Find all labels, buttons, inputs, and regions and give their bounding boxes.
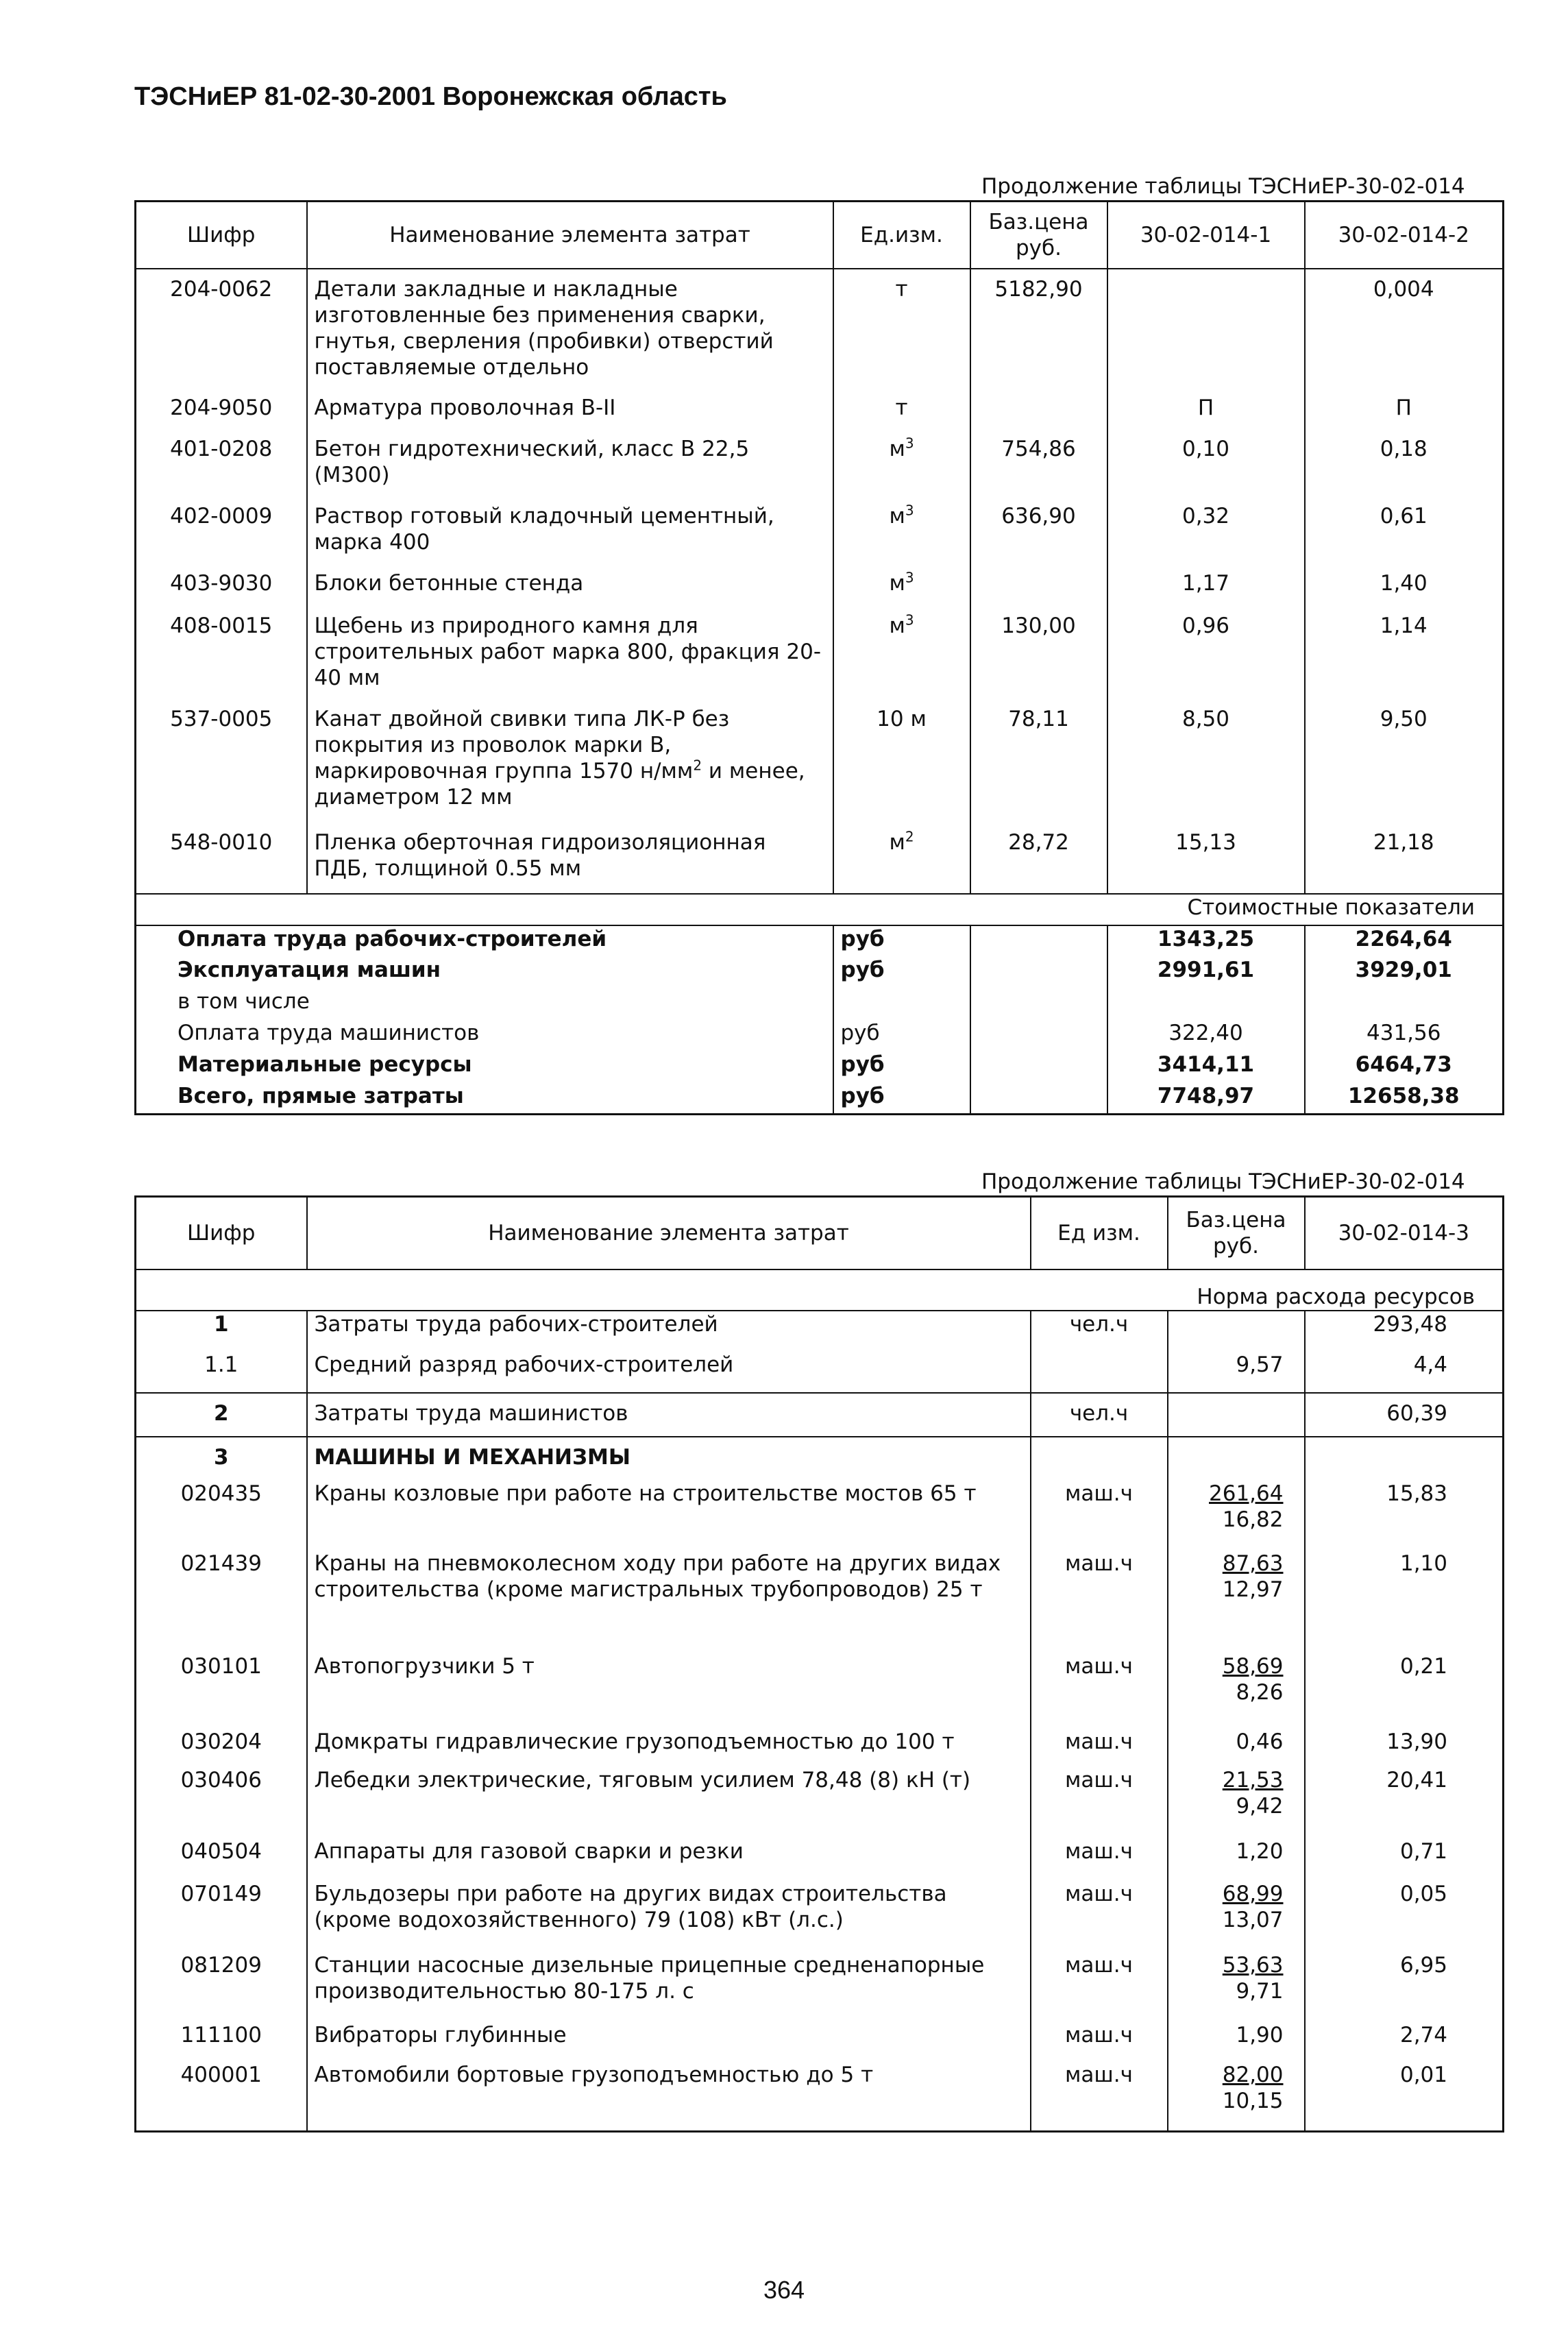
- cost-value-2: 431,56: [1305, 1020, 1504, 1052]
- row-value-1: 0,10: [1107, 436, 1305, 503]
- cost-value-1: 7748,97: [1107, 1083, 1305, 1115]
- table-row: [136, 1551, 1504, 1653]
- row-name: Пленка оберточная гидроизоляционная ПДБ, толщиной 0.55 мм: [307, 829, 833, 894]
- row-price: 78,11: [970, 706, 1107, 829]
- row-unit: чел.ч: [1031, 1311, 1168, 1352]
- row-norm: 1,10: [1305, 1551, 1504, 1653]
- row-price: 9,57: [1168, 1352, 1305, 1393]
- row-code: 1: [213, 1311, 229, 1337]
- col-header-unit: Ед изм.: [1031, 1197, 1168, 1269]
- col-header-30-02-014-3: 30-02-014-3: [1305, 1197, 1504, 1269]
- row-norm: 6,95: [1305, 1952, 1504, 2022]
- cost-value-1: [1107, 988, 1305, 1020]
- row-value-2: 21,18: [1305, 829, 1504, 894]
- cost-price-empty: [970, 1020, 1107, 1052]
- row-price: [1168, 1311, 1305, 1352]
- col-header-price: Баз.цена руб.: [1168, 1197, 1305, 1269]
- cost-header-row: [136, 894, 1504, 925]
- cost-label: в том числе: [177, 988, 310, 1014]
- row-name: Арматура проволочная В-II: [307, 395, 833, 436]
- row-code: 081209: [180, 1952, 262, 1978]
- col-header-price: Баз.цена руб.: [970, 202, 1107, 269]
- row-unit: $м^2$: [833, 829, 970, 894]
- row-code: 408-0015: [170, 613, 273, 638]
- row-norm: 13,90: [1305, 1729, 1504, 1767]
- row-name: Затраты труда рабочих-строителей: [307, 1311, 1031, 1352]
- row-price: [970, 395, 1107, 436]
- row-value-1: 0,32: [1107, 503, 1305, 570]
- row-code: 548-0010: [170, 829, 273, 855]
- row-name: Станции насосные дизельные прицепные средненапорные производительностью 80-175 л. с: [307, 1952, 1031, 2022]
- page-title: ТЭСНиЕР 81-02-30-2001 Воронежская область: [134, 82, 727, 111]
- row-price: 53,63 9,71: [1168, 1952, 1305, 2022]
- row-unit: $м^3$: [833, 570, 970, 613]
- cost-value-2: 6464,73: [1305, 1052, 1504, 1083]
- cost-unit: [833, 988, 970, 1020]
- row-value-1: 1,17: [1107, 570, 1305, 613]
- row-name: Краны козловые при работе на строительстве мостов 65 т: [307, 1475, 1031, 1551]
- cost-row: [136, 957, 1504, 988]
- cost-label: Эксплуатация машин: [177, 957, 441, 982]
- row-price: 87,63 12,97: [1168, 1551, 1305, 1653]
- row-name: Затраты труда машинистов: [307, 1393, 1031, 1437]
- row-unit: маш.ч: [1031, 1475, 1168, 1551]
- cost-header: Стоимостные показатели: [136, 894, 1504, 925]
- row-value-1: П: [1107, 395, 1305, 436]
- col-header-name: Наименование элемента затрат: [307, 1197, 1031, 1269]
- row-unit: $м^3$: [833, 613, 970, 706]
- row-code: 401-0208: [170, 436, 273, 461]
- row-unit: [1031, 1437, 1168, 1475]
- row-value-2: 0,61: [1305, 503, 1504, 570]
- cost-row: [136, 1020, 1504, 1052]
- row-unit: [1031, 1352, 1168, 1393]
- cost-row: [136, 988, 1504, 1020]
- row-price: 68,99 13,07: [1168, 1881, 1305, 1952]
- table-row: [136, 1653, 1504, 1729]
- row-price: 1,90: [1168, 2022, 1305, 2062]
- table-row: [136, 1437, 1504, 1475]
- row-unit: маш.ч: [1031, 1767, 1168, 1838]
- row-norm: 15,83: [1305, 1475, 1504, 1551]
- row-unit: $м^3$: [833, 503, 970, 570]
- col-header-30-02-014-1: 30-02-014-1: [1107, 202, 1305, 269]
- row-unit: $м^3$: [833, 436, 970, 503]
- row-value-1: 15,13: [1107, 829, 1305, 894]
- row-name: Блоки бетонные стенда: [307, 570, 833, 613]
- table-row: [136, 1952, 1504, 2022]
- table-row: [136, 395, 1504, 436]
- page-number: 364: [763, 2276, 805, 2304]
- row-code: 030406: [180, 1767, 262, 1793]
- row-name: Щебень из природного камня для строительных работ марка 800, фракция 20-40 мм: [307, 613, 833, 706]
- table-row: [136, 1729, 1504, 1767]
- row-code: 204-9050: [170, 395, 273, 420]
- cost-value-1: 322,40: [1107, 1020, 1305, 1052]
- row-name: Аппараты для газовой сварки и резки: [307, 1838, 1031, 1881]
- row-norm: 20,41: [1305, 1767, 1504, 1838]
- row-price: 636,90: [970, 503, 1107, 570]
- row-price: 28,72: [970, 829, 1107, 894]
- row-name: Бетон гидротехнический, класс В 22,5 (М300): [307, 436, 833, 503]
- row-code: 040504: [180, 1838, 262, 1864]
- row-name: Средний разряд рабочих-строителей: [307, 1352, 1031, 1393]
- row-price: [970, 570, 1107, 613]
- table-row: [136, 570, 1504, 613]
- row-code: 111100: [180, 2022, 262, 2048]
- row-price: 1,20: [1168, 1838, 1305, 1881]
- col-header-code: Шифр: [136, 1197, 307, 1269]
- row-code: 403-9030: [170, 570, 273, 596]
- row-unit: т: [833, 269, 970, 395]
- row-norm: 0,21: [1305, 1653, 1504, 1729]
- row-unit: маш.ч: [1031, 1838, 1168, 1881]
- row-price: 0,46: [1168, 1729, 1305, 1767]
- col-header-name: Наименование элемента затрат: [307, 202, 833, 269]
- cost-unit: руб: [833, 1020, 970, 1052]
- cost-value-1: 2991,61: [1107, 957, 1305, 988]
- row-code: 537-0005: [170, 706, 273, 731]
- cost-unit: руб: [833, 1083, 970, 1115]
- row-code: 402-0009: [170, 503, 273, 528]
- row-value-1: 0,96: [1107, 613, 1305, 706]
- row-name: Краны на пневмоколесном ходу при работе на других видах строительства (кроме магистральных трубопроводов) 25 т: [307, 1551, 1031, 1653]
- row-name: Канат двойной свивки типа ЛК-Р без покрытия из проволок марки В, маркировочная группа 1570 $н/мм^2$ и менее, диаметром 12 мм: [307, 706, 833, 829]
- row-unit: маш.ч: [1031, 1551, 1168, 1653]
- cost-value-2: 2264,64: [1305, 925, 1504, 957]
- table-row: [136, 1767, 1504, 1838]
- row-norm: [1305, 1437, 1504, 1475]
- table-row: [136, 1475, 1504, 1551]
- row-norm: 293,48: [1305, 1311, 1504, 1352]
- row-unit: 10 м: [833, 706, 970, 829]
- row-name: Автомобили бортовые грузоподъемностью до 5 т: [307, 2062, 1031, 2132]
- row-norm: 2,74: [1305, 2022, 1504, 2062]
- cost-row: [136, 925, 1504, 957]
- row-price: 130,00: [970, 613, 1107, 706]
- cost-unit: руб: [833, 957, 970, 988]
- table1-resources: [134, 200, 1504, 1115]
- row-price: 82,00 10,15: [1168, 2062, 1305, 2132]
- table-row: [136, 1881, 1504, 1952]
- cost-value-2: 3929,01: [1305, 957, 1504, 988]
- row-name: Бульдозеры при работе на других видах строительства (кроме водохозяйственного) 79 (108) кВт (л.с.): [307, 1881, 1031, 1952]
- table-row: [136, 1393, 1504, 1437]
- row-unit: маш.ч: [1031, 2022, 1168, 2062]
- row-code: 030204: [180, 1729, 262, 1754]
- row-value-2: 0,004: [1305, 269, 1504, 395]
- cost-value-1: 3414,11: [1107, 1052, 1305, 1083]
- section-title: МАШИНЫ И МЕХАНИЗМЫ: [307, 1437, 1031, 1475]
- row-norm: 60,39: [1305, 1393, 1504, 1437]
- row-unit: т: [833, 395, 970, 436]
- row-name: Вибраторы глубинные: [307, 2022, 1031, 2062]
- cost-price-empty: [970, 925, 1107, 957]
- row-unit: маш.ч: [1031, 1653, 1168, 1729]
- norm-header-row: [136, 1269, 1504, 1311]
- row-name: Домкраты гидравлические грузоподъемностью до 100 т: [307, 1729, 1031, 1767]
- col-header-unit: Ед.изм.: [833, 202, 970, 269]
- row-code: 400001: [180, 2062, 262, 2087]
- table-row: [136, 503, 1504, 570]
- cost-price-empty: [970, 957, 1107, 988]
- row-value-1: [1107, 269, 1305, 395]
- row-price: 261,64 16,82: [1168, 1475, 1305, 1551]
- row-unit: маш.ч: [1031, 1729, 1168, 1767]
- table-row: [136, 829, 1504, 894]
- row-code: 021439: [180, 1551, 262, 1576]
- row-norm: 4,4: [1305, 1352, 1504, 1393]
- cost-price-empty: [970, 1052, 1107, 1083]
- cost-label: Всего, прямые затраты: [177, 1083, 464, 1108]
- row-code: 1.1: [204, 1352, 238, 1377]
- row-norm: 0,01: [1305, 2062, 1504, 2132]
- row-code: 070149: [180, 1881, 262, 1906]
- row-name: Раствор готовый кладочный цементный, марка 400: [307, 503, 833, 570]
- row-unit: маш.ч: [1031, 1881, 1168, 1952]
- cost-row: [136, 1083, 1504, 1115]
- cost-label: Оплата труда рабочих-строителей: [177, 926, 607, 951]
- table-row: [136, 2022, 1504, 2062]
- row-code: 204-0062: [170, 276, 273, 302]
- table-row: [136, 706, 1504, 829]
- table-row: [136, 2062, 1504, 2132]
- col-header-code: Шифр: [136, 202, 307, 269]
- table-row: [136, 1838, 1504, 1881]
- row-name: Автопогрузчики 5 т: [307, 1653, 1031, 1729]
- row-price: 21,53 9,42: [1168, 1767, 1305, 1838]
- row-name: Детали закладные и накладные изготовленные без применения сварки, гнутья, сверления (пробивки) отверстий поставляемые отдельно: [307, 269, 833, 395]
- col-header-30-02-014-2: 30-02-014-2: [1305, 202, 1504, 269]
- row-code: 2: [213, 1400, 229, 1426]
- row-price: 58,69 8,26: [1168, 1653, 1305, 1729]
- table-row: [136, 1311, 1504, 1352]
- row-price: [1168, 1437, 1305, 1475]
- cost-price-empty: [970, 988, 1107, 1020]
- table2-resources: [134, 1195, 1504, 2133]
- table2-caption: Продолжение таблицы ТЭСНиЕР-30-02-014: [981, 1169, 1465, 1194]
- cost-value-1: 1343,25: [1107, 925, 1305, 957]
- row-norm: 0,05: [1305, 1881, 1504, 1952]
- row-value-2: 9,50: [1305, 706, 1504, 829]
- cost-value-2: [1305, 988, 1504, 1020]
- table-row: [136, 269, 1504, 395]
- row-price: 5182,90: [970, 269, 1107, 395]
- cost-price-empty: [970, 1083, 1107, 1115]
- cost-unit: руб: [833, 1052, 970, 1083]
- row-price: 754,86: [970, 436, 1107, 503]
- table1-caption: Продолжение таблицы ТЭСНиЕР-30-02-014: [981, 174, 1465, 199]
- row-unit: чел.ч: [1031, 1393, 1168, 1437]
- row-value-1: 8,50: [1107, 706, 1305, 829]
- row-value-2: П: [1305, 395, 1504, 436]
- row-unit: маш.ч: [1031, 2062, 1168, 2132]
- table-row: [136, 1352, 1504, 1393]
- cost-label: Оплата труда машинистов: [177, 1020, 480, 1045]
- row-code: 3: [213, 1444, 229, 1470]
- row-value-2: 1,40: [1305, 570, 1504, 613]
- row-code: 030101: [180, 1653, 262, 1679]
- row-name: Лебедки электрические, тяговым усилием 78,48 (8) кН (т): [307, 1767, 1031, 1838]
- row-value-2: 0,18: [1305, 436, 1504, 503]
- row-unit: маш.ч: [1031, 1952, 1168, 2022]
- cost-value-2: 12658,38: [1305, 1083, 1504, 1115]
- row-code: 020435: [180, 1481, 262, 1506]
- table-row: [136, 436, 1504, 503]
- row-value-2: 1,14: [1305, 613, 1504, 706]
- table-row: [136, 613, 1504, 706]
- cost-unit: руб: [833, 925, 970, 957]
- row-norm: 0,71: [1305, 1838, 1504, 1881]
- cost-row: [136, 1052, 1504, 1083]
- cost-label: Материальные ресурсы: [177, 1052, 472, 1077]
- row-price: [1168, 1393, 1305, 1437]
- norm-header: Норма расхода ресурсов: [136, 1269, 1504, 1311]
